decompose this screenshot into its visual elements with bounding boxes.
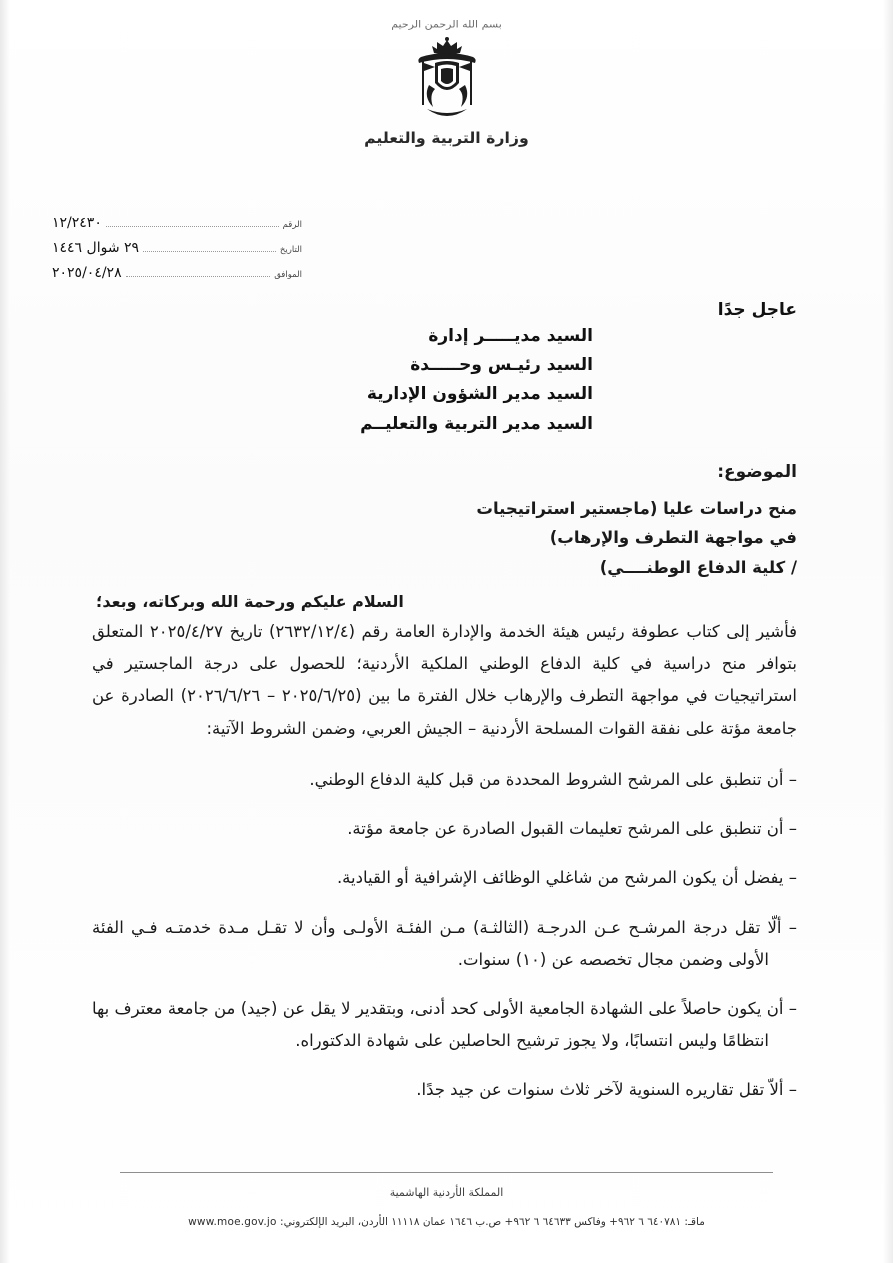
- addressee-item: السيد مديـــــر إدارة: [428, 326, 593, 346]
- reference-row-number: [52, 214, 302, 239]
- scan-edge-left: [0, 0, 10, 1263]
- document-header: [0, 0, 893, 147]
- condition-item: – أن تنطبق على المرشح تعليمات القبول الصادرة عن جامعة مؤتة.: [347, 819, 797, 839]
- subject-label: الموضوع:: [717, 462, 797, 482]
- addressee-item: السيد مدير التربية والتعليــم: [360, 413, 593, 434]
- reference-value-hijri-date: ٢٩ شوال ١٤٤٦: [52, 240, 140, 256]
- basmala-text: بسم الله الرحمن الرحيم: [391, 18, 502, 31]
- dotted-leader: [143, 239, 276, 252]
- condition-item: – أن يكون حاصلاً على الشهادة الجامعية الأولى كحد أدنى، وبتقدير لا يقل عن (جيد) من جامعة معترف بها انتظامًا وليس انتسابًا، ولا يجوز ترشيح الحاصلين على شهادة الدكتوراه.: [92, 998, 797, 1051]
- urgency-label: عاجل جدًا: [717, 300, 797, 320]
- reference-value-gregorian-date: ٢٠٢٥/٠٤/٢٨: [52, 265, 122, 281]
- dotted-leader: [126, 264, 271, 277]
- body-intro-paragraph: فأشير إلى كتاب عطوفة رئيس هيئة الخدمة والإدارة العامة رقم (٢٦٣٢/١٢/٤) تاريخ ٢٠٢٥/٤/٢٧ المتعلق بتوافر منح دراسية في كلية الدفاع الوطني الملكية الأردنية؛ للحصول على درجة الماجستير في استراتيجيات في مواجهة التطرف والإرهاب خلال الفترة ما بين (٢٠٢٥/٦/٢٥ – ٢٠٢٦/٦/٢٦) الصادرة عن جامعة مؤتة على نفقة القوات المسلحة الأردنية – الجيش العربي، وضمن الشروط الآتية:: [92, 622, 798, 738]
- jordan-coat-of-arms-icon: [399, 37, 495, 123]
- subject-line: منح دراسات عليا (ماجستير استراتيجيات: [476, 499, 797, 518]
- addressee-item: السيد رئيـس وحـــــدة: [410, 355, 593, 376]
- reference-row-gregorian-date: [52, 264, 302, 289]
- reference-label-corresponding: الموافق: [274, 270, 302, 280]
- condition-item: – أن تنطبق على المرشح الشروط المحددة من قبل كلية الدفاع الوطني.: [309, 770, 797, 789]
- ministry-name: وزارة التربية والتعليم: [364, 129, 529, 147]
- footer-divider: [120, 1172, 773, 1173]
- footer-contact-text: ماقـ: ٦٤٠٧٨١ ٦ ٩٦٢+ وفاكس ٦٤٦٣٣ ٦ ٩٦٢+ ص.ب ١٦٤٦ عمان ١١١١٨ الأردن، البريد الإلكتروني: www.moe.gov.jo: [188, 1216, 705, 1228]
- condition-item: – يفضل أن يكون المرشح من شاغلي الوظائف الإشرافية أو القيادية.: [336, 868, 797, 888]
- addressee-list: [360, 322, 593, 439]
- greeting-text: السلام عليكم ورحمة الله وبركاته، وبعد؛: [96, 592, 404, 611]
- reference-block: [52, 214, 302, 289]
- subject-text: [457, 494, 797, 582]
- dotted-leader: [106, 214, 279, 227]
- condition-item: – ألّا تقل درجة المرشـح عـن الدرجـة (الثالثـة) مـن الفئـة الأولـى وأن لا تقـل مـدة خدمتـه فـي الفئة الأولى وضمن مجال تخصصه عن (١٠) سنوات.: [92, 917, 797, 969]
- reference-label-number: الرقم: [282, 220, 302, 230]
- conditions-list: [92, 764, 797, 1123]
- condition-item: – ألاّ تقل تقاريره السنوية لآخر ثلاث سنوات عن جيد جدًا.: [416, 1080, 797, 1100]
- subject-line: في مواجهة التطرف والإرهاب): [549, 528, 797, 548]
- subject-line: / كلية الدفاع الوطنــــي): [599, 557, 797, 577]
- footer-kingdom-text: المملكة الأردنية الهاشمية: [389, 1186, 504, 1199]
- addressee-item: السيد مدير الشؤون الإدارية: [366, 384, 593, 405]
- reference-label-date: التاريخ: [279, 245, 302, 255]
- reference-row-hijri-date: [52, 239, 302, 264]
- reference-value-number: ١٢/٢٤٣٠: [52, 215, 102, 231]
- scan-edge-right: [883, 0, 893, 1263]
